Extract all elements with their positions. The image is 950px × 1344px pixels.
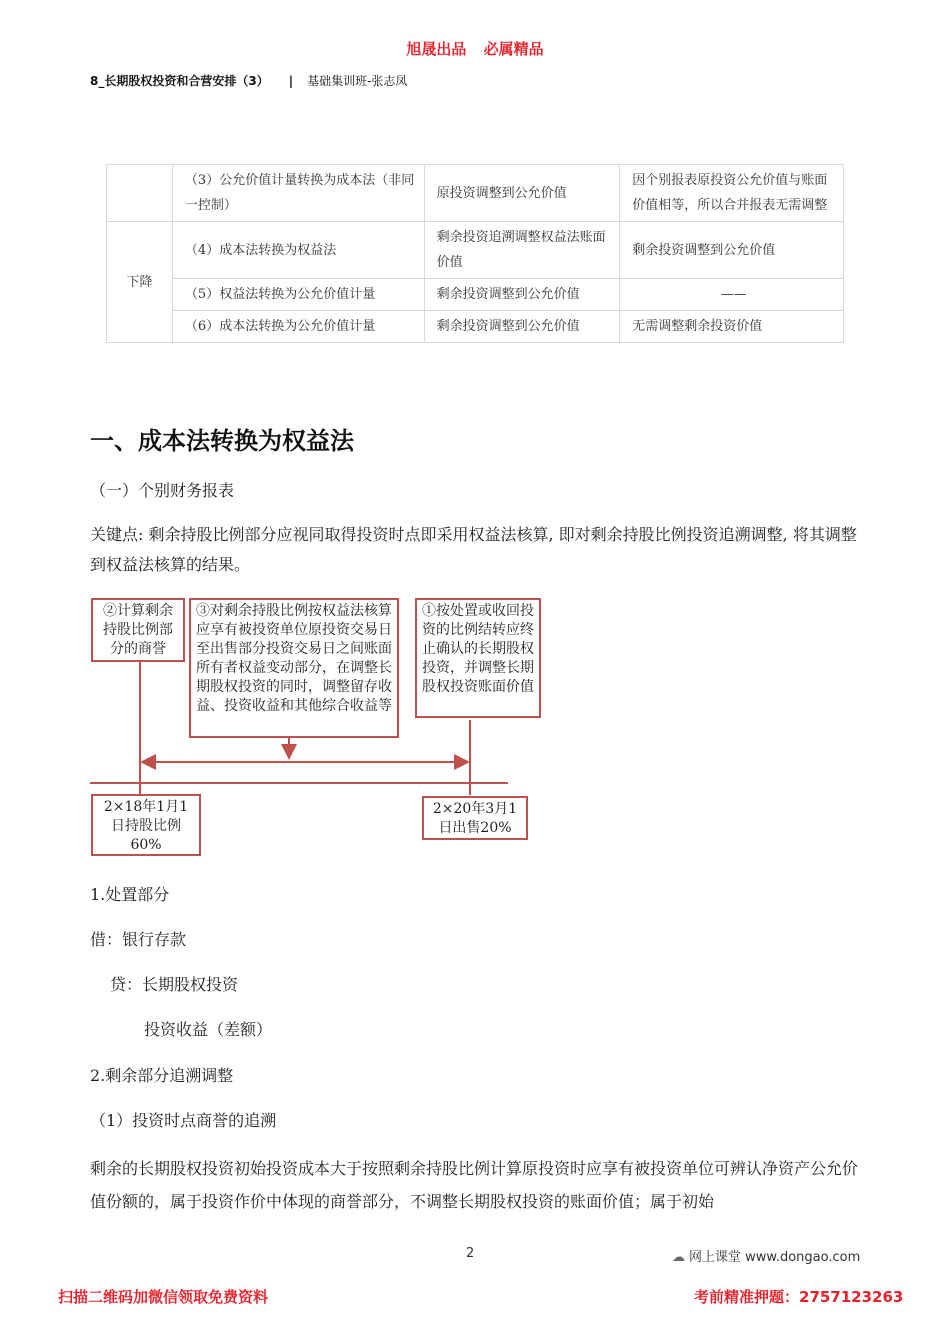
doc-header <box>90 72 407 89</box>
table-row <box>107 279 844 311</box>
table-cell-category: 下降 <box>107 222 173 343</box>
entry-credit-1: 贷：长期股权投资 <box>110 975 239 994</box>
conversion-table <box>106 164 844 343</box>
table-cell: （6）成本法转换为公允价值计量 <box>172 311 424 343</box>
footer-brand <box>672 1246 860 1265</box>
table-cell: （5）权益法转换为公允价值计量 <box>172 279 424 311</box>
header-title: 8_长期股权投资和合营安排（3） <box>90 74 269 88</box>
table-cell: —— <box>620 279 844 311</box>
footer-brand-text: 网上课堂 www.dongao.com <box>689 1250 861 1265</box>
box-dispose: ①按处置或收回投资的比例结转应终止确认的长期股权投资，并调整长期股权投资账面价值 <box>415 598 541 718</box>
box-equity-adjust: ③对剩余持股比例按权益法核算应享有被投资单位原投资交易日至出售部分投资交易日之间账面所有者权益变动部分，在调整长期股权投资的同时，调整留存收益、投资收益和其他综合收益等 <box>189 598 399 738</box>
header-subtitle: 基础集训班-张志凤 <box>307 74 408 88</box>
entry-heading-goodwill: （1）投资时点商誉的追溯 <box>90 1111 277 1130</box>
top-banner <box>0 38 950 59</box>
body-paragraph: 剩余的长期股权投资初始投资成本大于按照剩余持股比例计算原投资时应享有被投资单位可辨认净资产公允价值份额的，属于投资作价中体现的商誉部分，不调整长期股权投资的账面价值；属于初始 <box>90 1159 859 1211</box>
date-start-box: 2×18年1月1日持股比例60% <box>91 794 201 856</box>
table-cell: 原投资调整到公允价值 <box>424 165 620 222</box>
table-cell <box>107 165 173 222</box>
date-end-box: 2×20年3月1日出售20% <box>422 796 528 840</box>
table-cell: 剩余投资追溯调整权益法账面价值 <box>424 222 620 279</box>
banner-left: 旭晟出品 <box>406 40 467 58</box>
table-cell: 剩余投资调整到公允价值 <box>424 311 620 343</box>
entry-heading-retro: 2.剩余部分追溯调整 <box>90 1066 234 1085</box>
table-cell: 剩余投资调整到公允价值 <box>424 279 620 311</box>
table-row <box>107 311 844 343</box>
box-goodwill: ②计算剩余持股比例部分的商誉 <box>91 598 185 662</box>
banner-right: 必属精品 <box>483 40 544 58</box>
cloud-icon: ☁ <box>672 1250 685 1265</box>
table-cell: （4）成本法转换为权益法 <box>172 222 424 279</box>
entry-debit: 借：银行存款 <box>90 930 187 949</box>
page-number: 2 <box>466 1246 475 1261</box>
header-separator: | <box>288 74 294 88</box>
key-point-paragraph: 关键点: 剩余持股比例部分应视同取得投资时点即采用权益法核算, 即对剩余持股比例投资追溯调整, 将其调整到权益法核算的结果。 <box>90 525 857 574</box>
table-row <box>107 165 844 222</box>
table-row <box>107 222 844 279</box>
entry-credit-2: 投资收益（差额） <box>144 1020 273 1039</box>
table-cell: 无需调整剩余投资价值 <box>620 311 844 343</box>
section-title: 一、成本法转换为权益法 <box>90 426 354 455</box>
table-cell: 因个别报表原投资公允价值与账面价值相等，所以合并报表无需调整 <box>620 165 844 222</box>
promo-right: 考前精准押题：2757123263 <box>694 1288 904 1306</box>
section-subtitle: （一）个别财务报表 <box>90 481 235 500</box>
table-cell: （3）公允价值计量转换为成本法（非同一控制） <box>172 165 424 222</box>
table-cell: 剩余投资调整到公允价值 <box>620 222 844 279</box>
entry-heading-disposal: 1.处置部分 <box>90 885 170 904</box>
promo-left: 扫描二维码加微信领取免费资料 <box>58 1288 269 1306</box>
